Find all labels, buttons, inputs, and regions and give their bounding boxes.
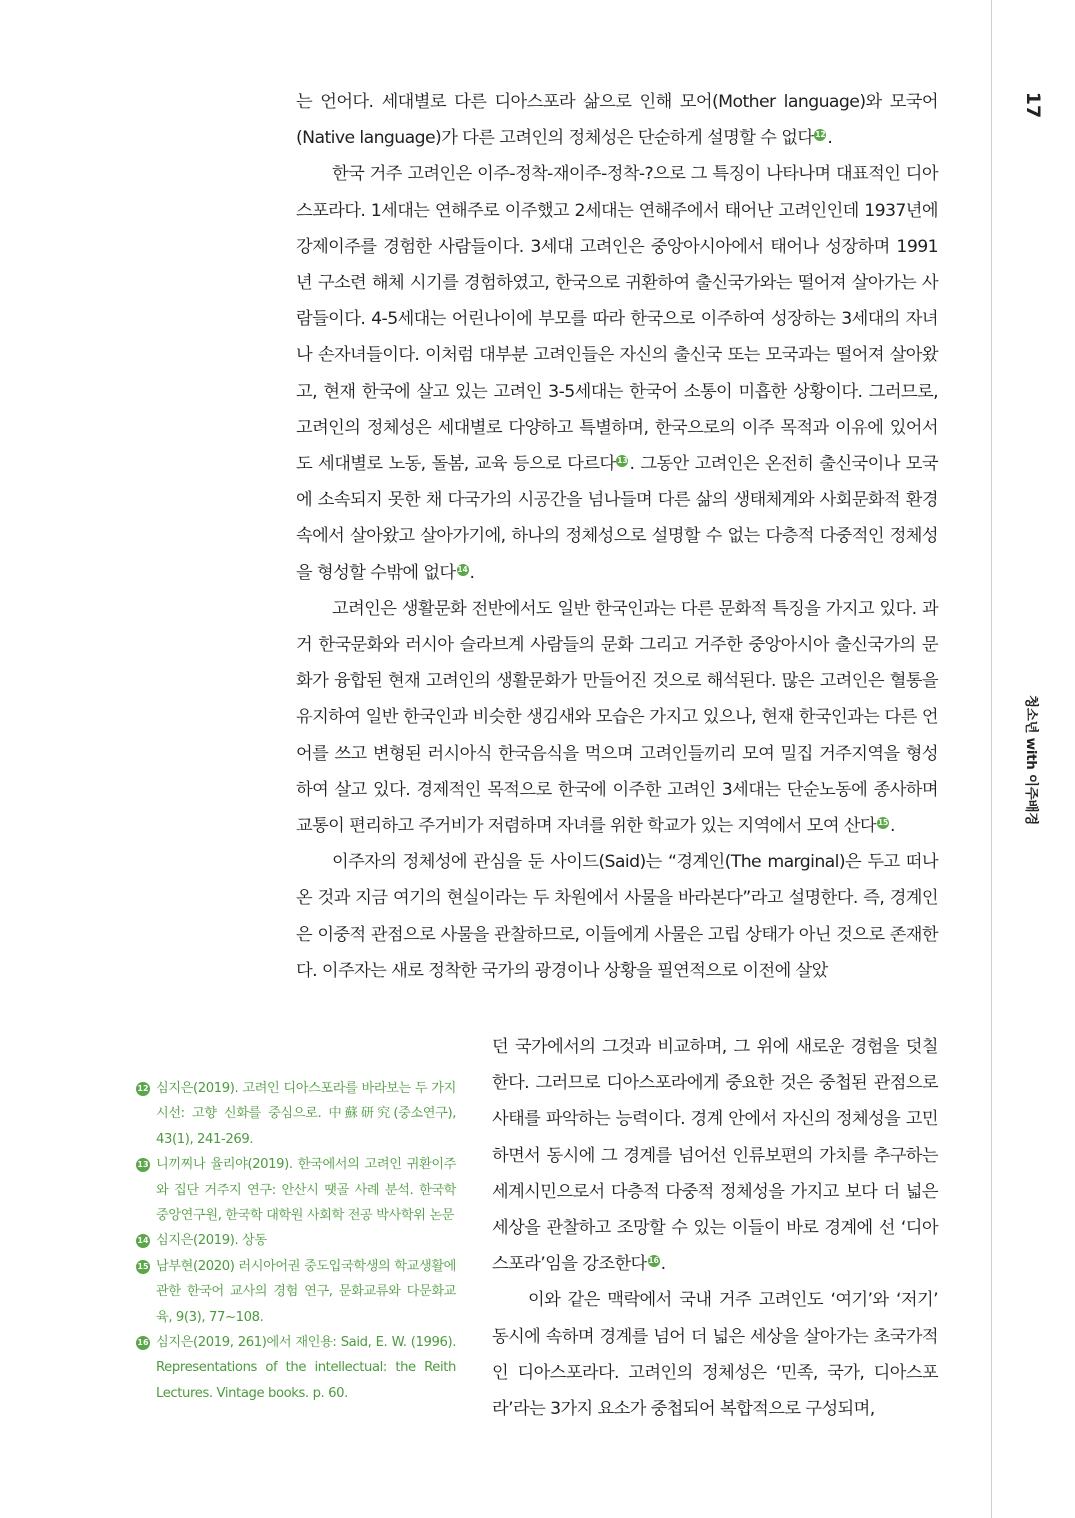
footnote-text: 심지은(2019, 261)에서 재인용: Said, E. W. (1996). Representations of the intellectual: the Reith Lectures. Vintage books. p. 60.: [156, 1335, 456, 1401]
footnote-ref-15[interactable]: 15: [877, 818, 889, 828]
footnote-16: [136, 1330, 456, 1406]
footnote-ref-12[interactable]: 12: [815, 130, 826, 140]
footnote-15: [136, 1254, 456, 1330]
page-number: 17: [1022, 91, 1044, 119]
text-span: .: [827, 128, 833, 149]
paragraph-4: [296, 844, 938, 989]
text-span: 한국 거주 고려인은 이주-정착-재이주-정착-?으로 그 특징이 나타나며 대표적인 디아스포라다. 1세대는 연해주로 이주했고 2세대는 연해주에서 태어난 고려인인데 1937년에 강제이주를 경험한 사람들이다. 3세대 고려인은 중앙아시아에서 태어나 성장하며 1991년 구소련 해체 시기를 경험하였고, 한국으로 귀환하여 출신국가와는 떨어져 살아가는 사람들이다. 4-5세대는 어린나이에 부모를 따라 한국으로 이주하여 성장하는 3세대의 자녀나 손자녀들이다. 이처럼 대부분 고려인들은 자신의 출신국 또는 모국과는 떨어져 살아왔고, 현재 한국에 살고 있는 고려인 3-5세대는 한국어 소통이 미흡한 상황이다. 그러므로, 고려인의 정체성은 세대별로 다양하고 특별하며, 한국으로의 이주 목적과 이유에 있어서도 세대별로 노동, 돌봄, 교육 등으로 다르다: [296, 164, 938, 475]
footnote-text: 남부현(2020) 러시아어권 중도입국학생의 학교생활에 관한 한국어 교사의 경험 연구, 문화교류와 다문화교육, 9(3), 77~108.: [156, 1258, 456, 1325]
text-span: .: [890, 816, 895, 837]
text-span: 이주자의 정체성에 관심을 둔 사이드(Said)는 “경계인(The marginal)은 두고 떠나온 것과 지금 여기의 현실이라는 두 차원에서 사물을 바라본다”라고 설명한다. 즉, 경계인은 이중적 관점으로 사물을 관찰하므로, 이들에게 사물은 고립 상태가 아닌 것으로 존재한다. 이주자는 새로 정착한 국가의 광경이나 상황을 필연적으로 이전에 살았: [296, 852, 938, 981]
footnote-12: [136, 1076, 456, 1152]
footnote-badge: 14: [136, 1234, 150, 1248]
footnote-13: [136, 1152, 456, 1228]
text-span: 고려인은 생활문화 전반에서도 일반 한국인과는 다른 문화적 특징을 가지고 있다. 과거 한국문화와 러시아 슬라브계 사람들의 문화 그리고 거주한 중앙아시아 출신국가의 문화가 융합된 현재 고려인의 생활문화가 만들어진 것으로 해석된다. 많은 고려인은 혈통을 유지하여 일반 한국인과 비슷한 생김새와 모습은 가지고 있으나, 현재 한국인과는 다른 언어를 쓰고 변형된 러시아식 한국음식을 먹으며 고려인들끼리 모여 밀집 거주지역을 형성하여 살고 있다. 경제적인 목적으로 한국에 이주한 고려인 3세대는 단순노동에 종사하며 교통이 편리하고 주거비가 저렴하며 자녀를 위한 학교가 있는 지역에서 모여 산다: [296, 598, 938, 837]
text-span: 는 언어다. 세대별로 다른 디아스포라 삶으로 인해 모어(Mother language)와 모국어(Native language)가 다른 고려인의 정체성은 단순하게 설명할 수 없다: [296, 92, 938, 149]
text-span: .: [469, 562, 475, 583]
footnote-badge: 12: [136, 1082, 150, 1096]
paragraph-1: [296, 84, 938, 156]
paragraph-4-continued: [492, 1029, 938, 1282]
footnote-ref-14[interactable]: 14: [457, 564, 468, 574]
footnote-text: 심지은(2019). 상동: [156, 1233, 267, 1249]
footnote-ref-16[interactable]: 16: [648, 1256, 659, 1266]
body-text-upper: [296, 84, 938, 989]
footnote-text: 니끼찌나 율리야(2019). 한국에서의 고려인 귀환이주와 집단 거주지 연구: 안산시 땟골 사례 분석. 한국학 중앙연구원, 한국학 대학원 사회학 전공 박사학위 논문: [156, 1157, 456, 1224]
footnotes: [136, 1076, 456, 1406]
body-text-lower: [492, 1029, 938, 1427]
margin-rule: [991, 0, 992, 1518]
paragraph-5: [492, 1282, 938, 1427]
footnote-text: 심지은(2019). 고려인 디아스포라를 바라보는 두 가지 시선: 고향 신화를 중심으로. 中蘇研究(중소연구), 43(1), 241-269.: [156, 1081, 456, 1147]
paragraph-3: [296, 591, 938, 844]
running-title: 청소년 with 이주배경: [1023, 695, 1039, 825]
footnote-14: [136, 1228, 456, 1253]
text-span: . 그동안 고려인은 온전히 출신국이나 모국에 소속되지 못한 채 다국가의 시공간을 넘나들며 다른 삶의 생태체계와 사회문화적 환경 속에서 살아왔고 살아가기에, 하나의 정체성으로 설명할 수 없는 다층적 다중적인 정체성을 형성할 수밖에 없다: [296, 454, 938, 583]
footnote-badge: 16: [136, 1336, 150, 1350]
footnote-badge: 15: [136, 1260, 150, 1274]
text-span: 이와 같은 맥락에서 국내 거주 고려인도 ‘여기’와 ‘저기’ 동시에 속하며 경계를 넘어 더 넓은 세상을 살아가는 초국가적인 디아스포라다. 고려인의 정체성은 ‘민족, 국가, 디아스포라’라는 3가지 요소가 중첩되어 복합적으로 구성되며,: [492, 1290, 938, 1420]
footnote-badge: 13: [136, 1158, 150, 1172]
footnote-ref-13[interactable]: 13: [617, 456, 628, 466]
paragraph-2: [296, 156, 938, 590]
text-span: 던 국가에서의 그것과 비교하며, 그 위에 새로운 경험을 덧칠한다. 그러므로 디아스포라에게 중요한 것은 중첩된 관점으로 사태를 파악하는 능력이다. 경계 안에서 자신의 정체성을 고민하면서 동시에 그 경계를 넘어선 인류보편의 가치를 추구하는 세계시민으로서 다층적 다중적 정체성을 가지고 보다 더 넓은 세상을 관찰하고 조망할 수 있는 이들이 바로 경계에 선 ‘디아스포라’임을 강조한다: [492, 1037, 938, 1275]
text-span: .: [660, 1254, 666, 1275]
